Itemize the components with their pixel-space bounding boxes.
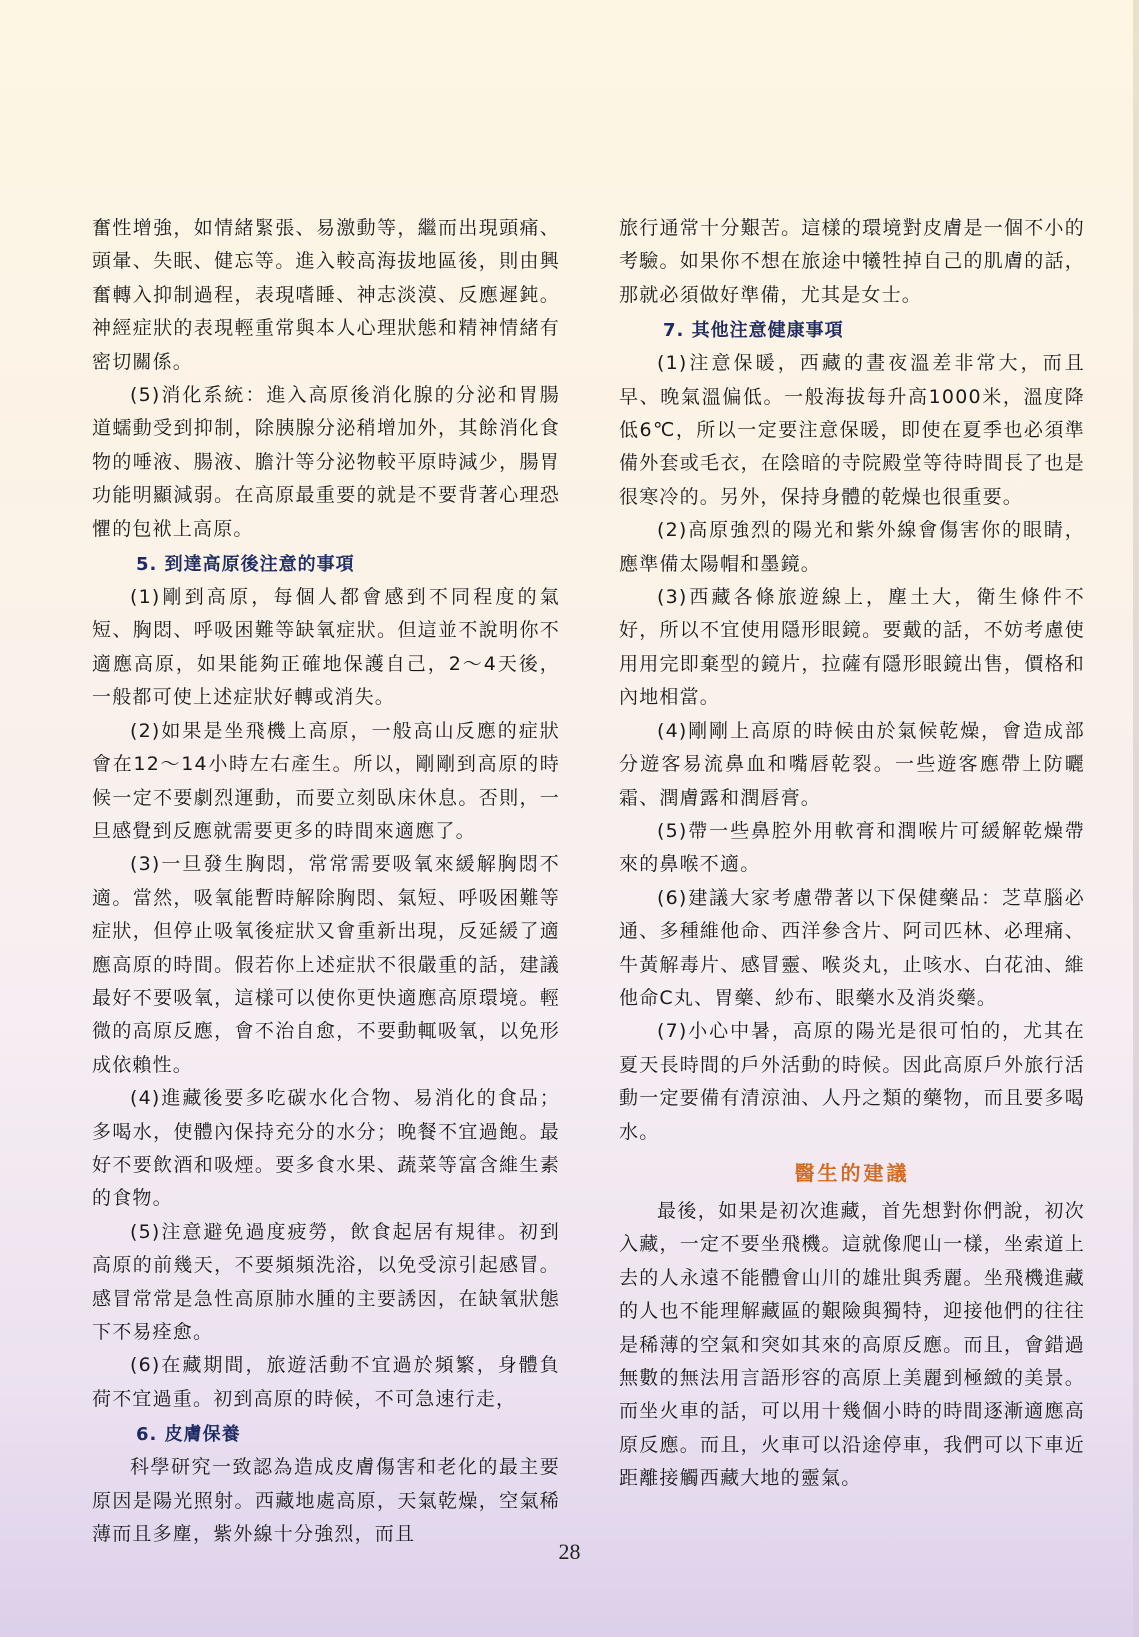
right-paragraph: 旅行通常十分艱苦。這樣的環境對皮膚是一個不小的考驗。如果你不想在旅途中犧牲掉自己的肌膚的話，那就必須做好準備，尤其是女士。 [619,217,1085,306]
left-paragraph: (3)一旦發生胸悶，常常需要吸氧來緩解胸悶不適。當然，吸氧能暫時解除胸悶、氣短、呼吸困難等症狀，但停止吸氧後症狀又會重新出現，反延緩了適應高原的時間。假若你上述症狀不很嚴重的話，建議最好不要吸氧，這樣可以使你更快適應高原環境。輕微的高原反應，會不治自愈，不要動輒吸氧，以免形成依賴性。 [92,853,560,1076]
left-paragraph: (2)如果是坐飛機上高原，一般高山反應的症狀會在12～14小時左右產生。所以，剛剛到高原的時候一定不要劇烈運動，而要立刻臥床休息。否則，一旦感覺到反應就需要更多的時間來適應了。 [92,719,560,842]
left-paragraph: 科學研究一致認為造成皮膚傷害和老化的最主要原因是陽光照射。西藏地處高原，天氣乾燥，空氣稀薄而且多塵，紫外線十分強烈，而且 [92,1456,560,1546]
page-number: 28 [558,1539,581,1564]
left-column [92,212,560,1551]
left-section-heading: 5. 到達高原後注意的事項 [136,554,355,576]
right-paragraph: (3)西藏各條旅遊線上，塵土大，衛生條件不好，所以不宜使用隱形眼鏡。要戴的話，不妨考慮使用用完即棄型的鏡片，拉薩有隱形眼鏡出售，價格和內地相當。 [619,586,1085,709]
right-paragraph: (5)帶一些鼻腔外用軟膏和潤喉片可緩解乾燥帶來的鼻喉不適。 [619,819,1085,876]
right-column [619,212,1085,1496]
right-paragraph: (1)注意保暖，西藏的晝夜溫差非常大，而且早、晚氣溫偏低。一般海拔每升高1000米，溫度降低6℃，所以一定要注意保暖，即使在夏季也必須準備外套或毛衣，在陰暗的寺院殿堂等待時間長了也是很寒冷的。另外，保持身體的乾燥也很重要。 [619,352,1085,508]
left-section-heading: 6. 皮膚保養 [136,1424,241,1446]
left-paragraph: (4)進藏後要多吃碳水化合物、易消化的食品；多喝水，使體內保持充分的水分；晚餐不宜過飽。最好不要飲酒和吸煙。要多食水果、蔬菜等富含維生素的食物。 [92,1087,560,1210]
right-paragraph: (6)建議大家考慮帶著以下保健藥品：芝草腦必通、多種維他命、西洋參含片、阿司匹林、必理痛、牛黃解毒片、感冒靈、喉炎丸，止咳水、白花油、維他命C丸、胃藥、紗布、眼藥水及消炎藥。 [619,886,1085,1009]
right-paragraph: (4)剛剛上高原的時候由於氣候乾燥，會造成部分遊客易流鼻血和嘴唇乾裂。一些遊客應帶上防曬霜、潤膚露和潤唇膏。 [619,719,1085,809]
left-paragraph: (5)注意避免過度疲勞，飲食起居有規律。初到高原的前幾天，不要頻頻洗浴，以免受涼引起感冒。感冒常常是急性高原肺水腫的主要誘因，在缺氧狀態下不易痊愈。 [92,1220,560,1343]
left-paragraph: (5)消化系統：進入高原後消化腺的分泌和胃腸道蠕動受到抑制，除胰腺分泌稍增加外，其餘消化食物的唾液、腸液、膽汁等分泌物較平原時減少，腸胃功能明顯減弱。在高原最重要的就是不要背著心理恐懼的包袱上高原。 [92,384,560,540]
left-paragraph: (1)剛到高原，每個人都會感到不同程度的氣短、胸悶、呼吸困難等缺氧症狀。但這並不說明你不適應高原，如果能夠正確地保護自己，2～4天後，一般都可使上述症狀好轉或消失。 [92,586,560,709]
left-paragraph: (6)在藏期間，旅遊活動不宜過於頻繁，身體負荷不宜過重。初到高原的時候，不可急速行走， [92,1354,560,1410]
right-feature-heading: 醫生的建議 [794,1160,910,1185]
left-paragraph: 奮性增強，如情緒緊張、易激動等，繼而出現頭痛、頭暈、失眠、健忘等。進入較高海拔地區後，則由興奮轉入抑制過程，表現嗜睡、神志淡漠、反應遲鈍。神經症狀的表現輕重常與本人心理狀態和精神情緒有密切關係。 [92,217,560,373]
right-section-heading: 7. 其他注意健康事項 [663,320,844,342]
right-paragraph: (2)高原強烈的陽光和紫外線會傷害你的眼睛，應準備太陽帽和墨鏡。 [619,519,1085,575]
right-paragraph: 最後，如果是初次進藏，首先想對你們說，初次入藏，一定不要坐飛機。這就像爬山一樣，坐索道上去的人永遠不能體會山川的雄壯與秀麗。坐飛機進藏的人也不能理解藏區的艱險與獨特，迎接他們的往往是稀薄的空氣和突如其來的高原反應。而且，會錯過無數的無法用言語形容的高原上美麗到極緻的美景。而坐火車的話，可以用十幾個小時的時間逐漸適應高原反應。而且，火車可以沿途停車，我們可以下車近距離接觸西藏大地的靈氣。 [619,1199,1085,1490]
right-paragraph: (7)小心中暑，高原的陽光是很可怕的，尤其在夏天長時間的戶外活動的時候。因此高原戶外旅行活動一定要備有清涼油、人丹之類的藥物，而且要多喝水。 [619,1020,1085,1143]
page-edge [1133,0,1139,1637]
